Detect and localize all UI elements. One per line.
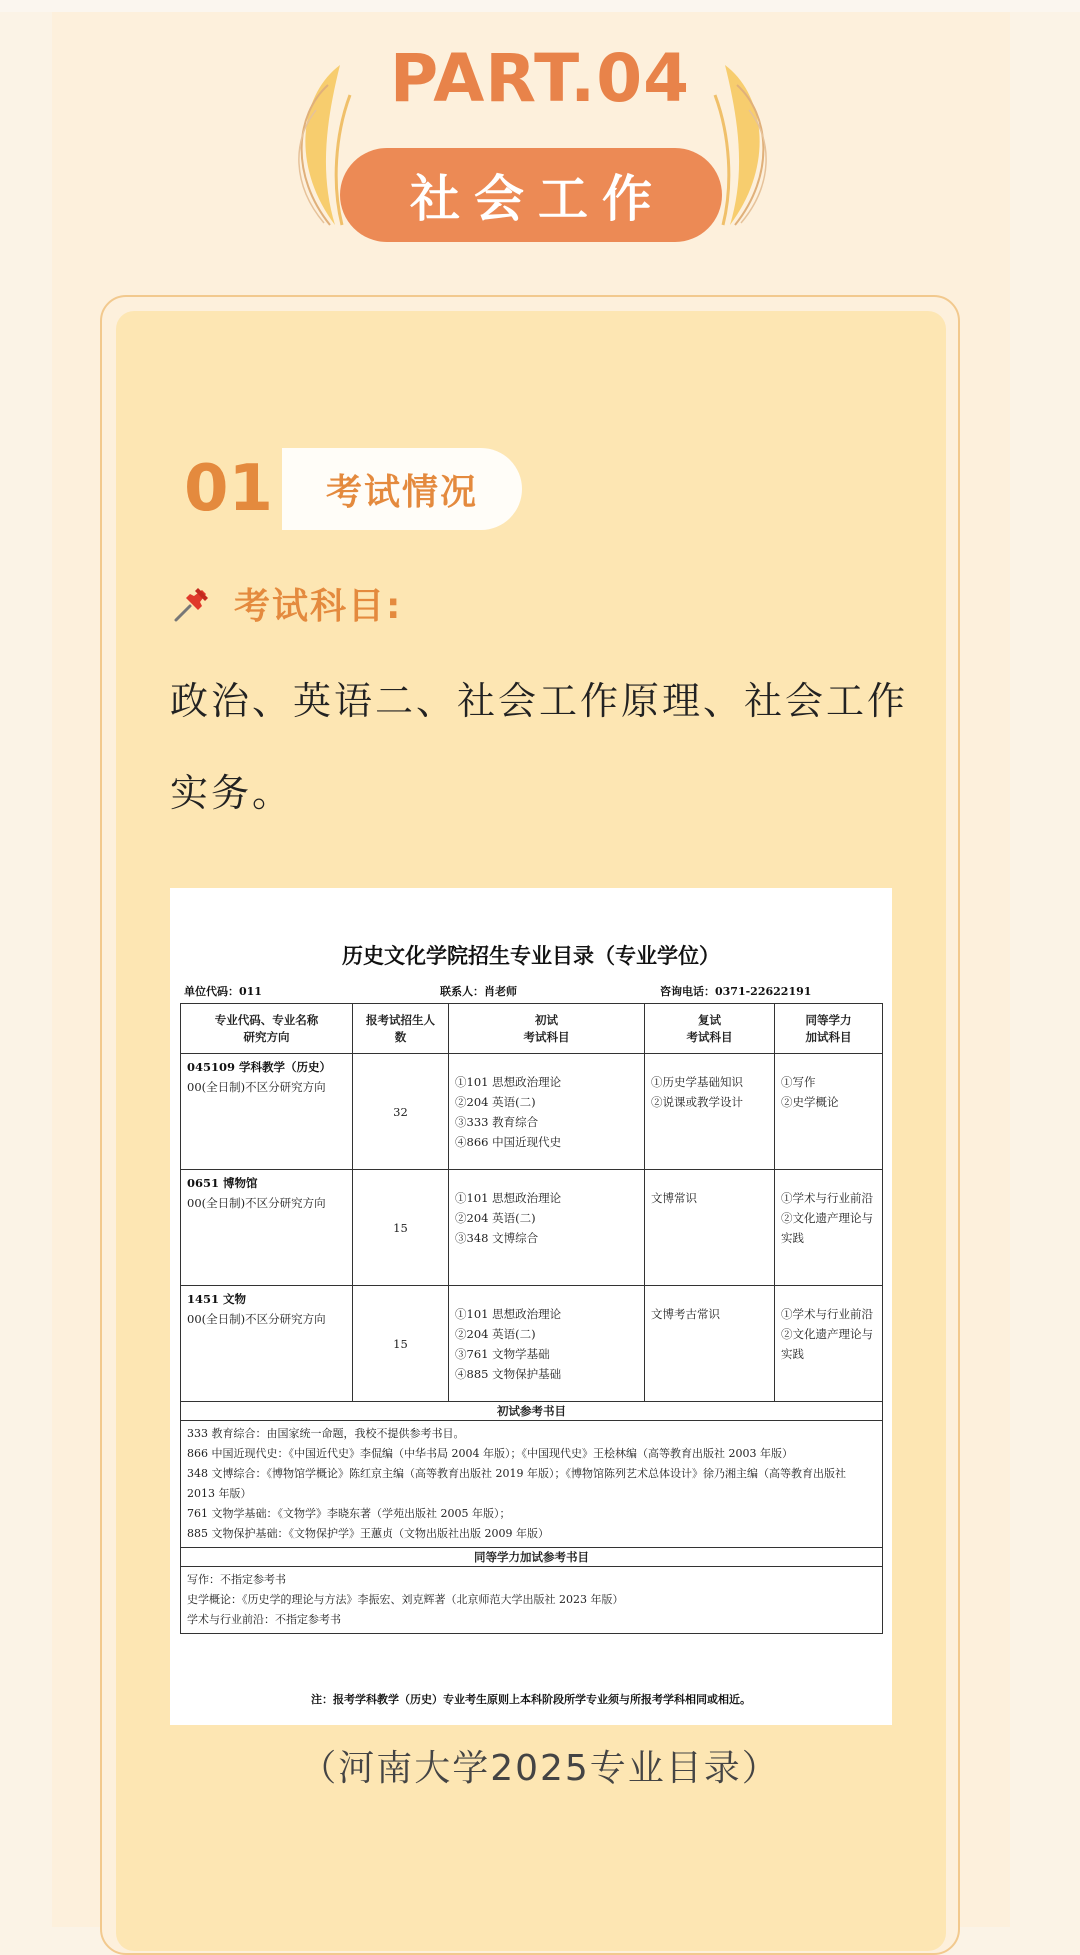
section-tag-label: 考试情况	[325, 471, 478, 513]
initial-cell: ①101 思想政治理论 ②204 英语(二) ③333 教育综合 ④866 中国近现代史	[449, 1054, 645, 1170]
initial-refs-cell	[181, 1421, 883, 1548]
extra-ref-heading: 同等学力加试参考书目	[181, 1548, 883, 1567]
ref-line: 885 文物保护基础：《文物保护学》王蕙贞（文物出版社出版 2009 年版）	[187, 1527, 549, 1540]
section-title-pill	[340, 148, 722, 242]
doc-contact: 联系人：肖老师	[440, 985, 517, 998]
ref-line: 348 文博综合：《博物馆学概论》陈红京主编（高等教育出版社 2019 年版）；《博物馆陈列艺术总体设计》徐乃湘主编（高等教育出版社 2013 年版）	[187, 1467, 846, 1500]
section-number: 01	[184, 452, 274, 526]
header-cell: 专业代码、专业名称 研究方向	[181, 1004, 353, 1054]
doc-unit-code: 单位代码：011	[184, 985, 262, 998]
doc-title: 历史文化学院招生专业目录（专业学位）	[342, 943, 720, 968]
section-tag	[282, 448, 522, 530]
doc-phone: 咨询电话：0371-22622191	[660, 985, 812, 998]
table-row	[181, 1567, 883, 1634]
subject-heading-label: 考试科目:	[234, 586, 403, 627]
doc-note: 注：报考学科教学（历史）专业考生原则上本科阶段所学专业须与所报考学科相同或相近。	[311, 1693, 751, 1706]
major-cell: 1451 文物 00(全日制)不区分研究方向	[181, 1286, 353, 1402]
retest-cell: ①历史学基础知识 ②说课或教学设计	[645, 1054, 775, 1170]
ref-line: 学术与行业前沿：不指定参考书	[187, 1613, 341, 1626]
catalog-table	[180, 1003, 883, 1634]
ref-line: 333 教育综合：由国家统一命题，我校不提供参考书目。	[187, 1427, 465, 1440]
ref-line: 761 文物学基础：《文物学》李晓东著（学苑出版社 2005 年版）；	[187, 1507, 511, 1520]
top-strip	[0, 0, 1080, 12]
extra-refs-cell	[181, 1567, 883, 1634]
initial-ref-heading: 初试参考书目	[181, 1402, 883, 1421]
extra-cell: ①写作 ②史学概论	[775, 1054, 883, 1170]
ref-line: 写作：不指定参考书	[187, 1573, 286, 1586]
table-row	[181, 1054, 883, 1170]
initial-cell: ①101 思想政治理论 ②204 英语(二) ③348 文博综合	[449, 1170, 645, 1286]
table-row	[181, 1170, 883, 1286]
table-header-row	[181, 1004, 883, 1054]
table-subheading-row	[181, 1548, 883, 1567]
table-row	[181, 1421, 883, 1548]
table-subheading-row	[181, 1402, 883, 1421]
count-cell: 15	[353, 1286, 449, 1402]
count-cell: 15	[353, 1170, 449, 1286]
image-caption: （河南大学2025专业目录）	[300, 1748, 780, 1789]
extra-cell: ①学术与行业前沿 ②文化遗产理论与实践	[775, 1286, 883, 1402]
catalog-document-image	[170, 888, 892, 1725]
header-cell: 报考试招生人 数	[353, 1004, 449, 1054]
retest-cell: 文博常识	[645, 1170, 775, 1286]
header-cell: 同等学力 加试科目	[775, 1004, 883, 1054]
retest-cell: 文博考古常识	[645, 1286, 775, 1402]
initial-cell: ①101 思想政治理论 ②204 英语(二) ③761 文物学基础 ④885 文物保护基础	[449, 1286, 645, 1402]
major-cell: 0651 博物馆 00(全日制)不区分研究方向	[181, 1170, 353, 1286]
section-title: 社会工作	[410, 170, 666, 228]
subject-heading	[170, 578, 402, 629]
extra-cell: ①学术与行业前沿 ②文化遗产理论与实践	[775, 1170, 883, 1286]
ref-line: 866 中国近现代史：《中国近代史》李侃编（中华书局 2004 年版）；《中国现代史》王桧林编（高等教育出版社 2003 年版）	[187, 1447, 793, 1460]
ref-line: 史学概论：《历史学的理论与方法》李振宏、刘克辉著（北京师范大学出版社 2023 年版）	[187, 1593, 624, 1606]
count-cell: 32	[353, 1054, 449, 1170]
subject-text: 政治、英语二、社会工作原理、社会工作实务。	[170, 679, 909, 815]
part-title: PART.04	[389, 40, 691, 117]
header-cell: 复试 考试科目	[645, 1004, 775, 1054]
pushpin-icon	[170, 582, 214, 626]
header-cell: 初试 考试科目	[449, 1004, 645, 1054]
table-row	[181, 1286, 883, 1402]
major-cell: 045109 学科教学（历史） 00(全日制)不区分研究方向	[181, 1054, 353, 1170]
